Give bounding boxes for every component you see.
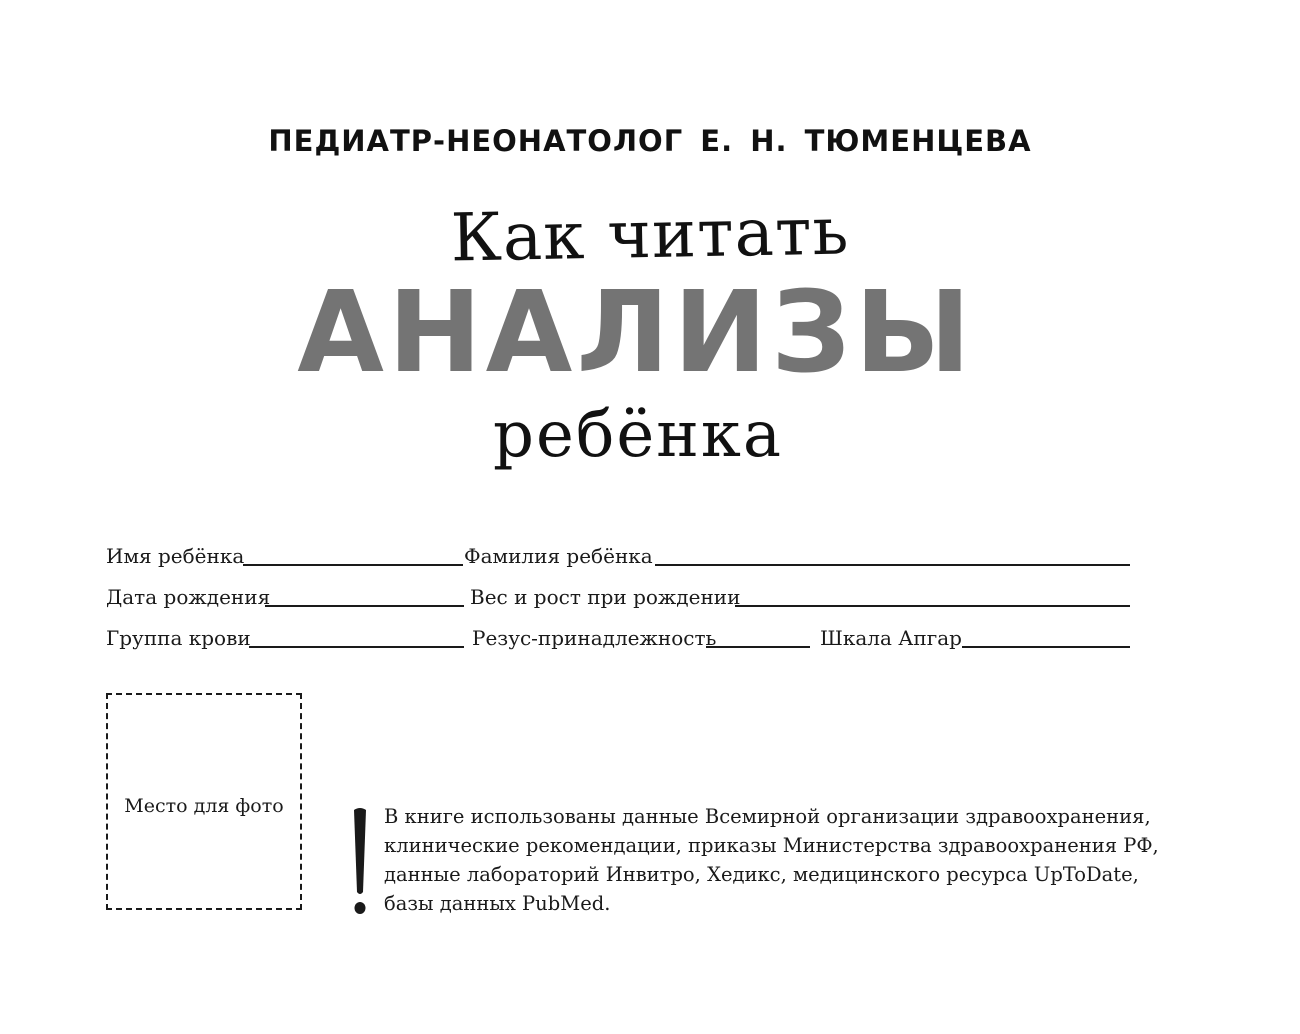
sources-note-line: В книге использованы данные Всемирной организации здравоохранения, — [384, 805, 1151, 828]
sources-note — [384, 802, 1164, 918]
birth-weight-height-label: Вес и рост при рождении — [470, 585, 741, 609]
birth-date-label: Дата рождения — [106, 585, 271, 609]
exclamation-icon — [352, 806, 368, 916]
apgar-score-label: Шкала Апгар — [820, 626, 962, 650]
child-name-field[interactable] — [243, 564, 463, 566]
book-title-line-2: АНАЛИЗЫ — [297, 268, 975, 398]
form-row-birth — [106, 581, 1132, 622]
rh-factor-label: Резус-принадлежность — [472, 626, 717, 650]
birth-date-field[interactable] — [265, 605, 464, 607]
birth-weight-height-field[interactable] — [735, 605, 1130, 607]
blood-group-field[interactable] — [249, 646, 464, 648]
form-row-blood — [106, 622, 1132, 663]
photo-placeholder-label: Место для фото — [124, 794, 284, 817]
blood-group-label: Группа крови — [106, 626, 251, 650]
photo-placeholder[interactable] — [106, 693, 302, 910]
author-heading: ПЕДИАТР-НЕОНАТОЛОГ Е. Н. ТЮМЕНЦЕВА — [268, 124, 1032, 158]
form-row-name — [106, 540, 1132, 581]
child-surname-label: Фамилия ребёнка — [464, 544, 653, 568]
child-name-label: Имя ребёнка — [106, 544, 245, 568]
child-info-form — [106, 540, 1132, 663]
sources-note-line: клинические рекомендации, приказы Министерства здравоохранения РФ, — [384, 834, 1159, 857]
sources-note-line: базы данных PubMed. — [384, 892, 611, 915]
book-title-line-3: ребёнка — [492, 398, 784, 472]
rh-factor-field[interactable] — [706, 646, 810, 648]
child-surname-field[interactable] — [655, 564, 1130, 566]
book-title-line-1: Как читать — [450, 192, 850, 277]
apgar-score-field[interactable] — [962, 646, 1130, 648]
sources-note-line: данные лабораторий Инвитро, Хедикс, медицинского ресурса UpToDate, — [384, 863, 1139, 886]
